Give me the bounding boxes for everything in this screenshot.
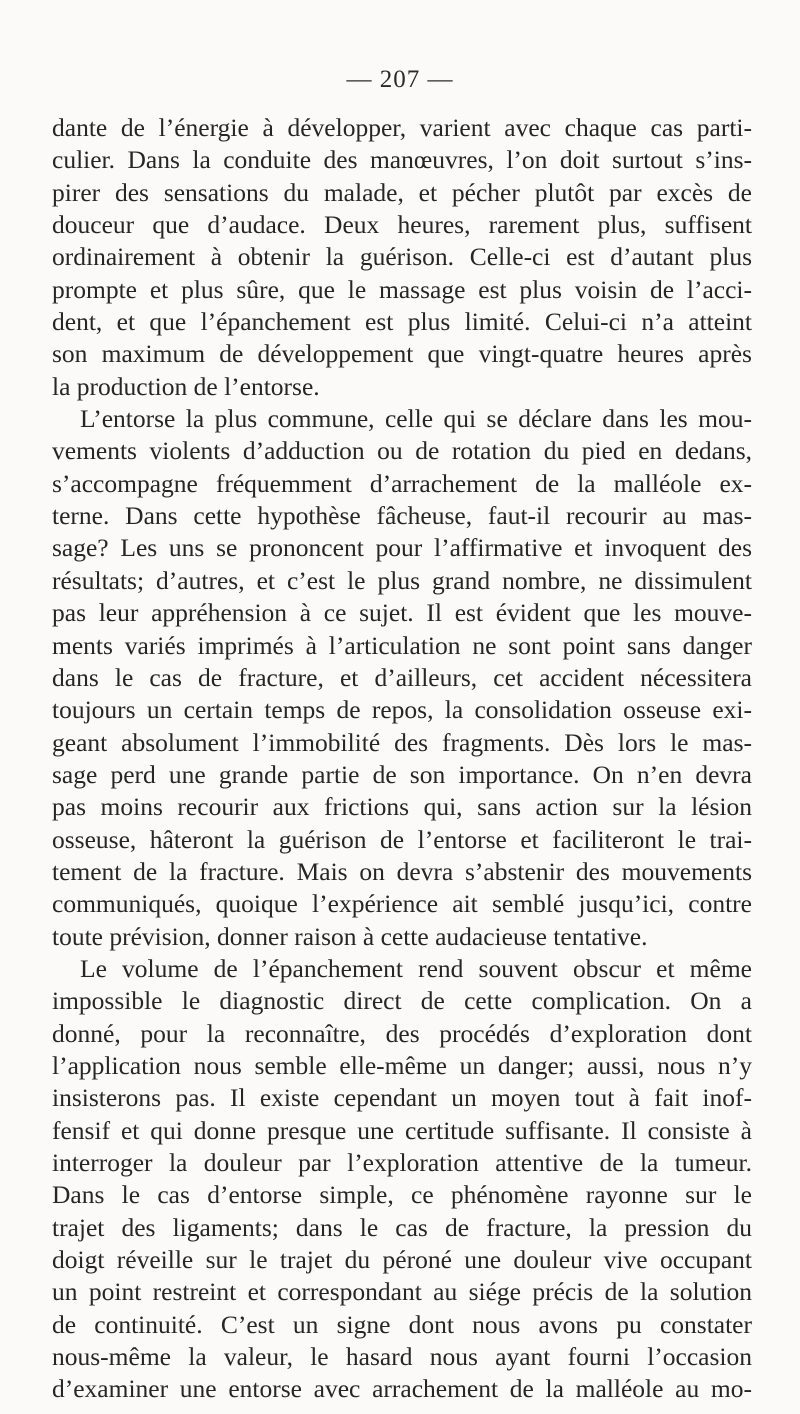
page-number: — 207 — [346, 66, 454, 93]
text-line: résultats; d’autres, et c’est le plus grand nombre, ne dissimulent [52, 565, 752, 595]
text-line: dent, et que l’épanchement est plus limité. Celui-ci n’a atteint [52, 307, 752, 337]
text-line: ments variés imprimés à l’articulation ne sont point sans danger [52, 630, 752, 660]
text-line: communiqués, quoique l’expérience ait semblé jusqu’ici, contre [52, 889, 752, 919]
text-line: tement de la fracture. Mais on devra s’abstenir des mouvements [52, 856, 752, 886]
text-line: pas leur appréhension à ce sujet. Il est évident que les mouve- [52, 598, 752, 628]
text-line: toute prévision, donner raison à cette audacieuse tentative. [52, 921, 648, 951]
text-line: nous-même la valeur, le hasard nous ayant fourni l’occasion [52, 1342, 752, 1372]
text-line: terne. Dans cette hypothèse fâcheuse, faut-il recourir au mas- [52, 501, 752, 531]
body-text [52, 112, 752, 1406]
text-line: l’application nous semble elle-même un danger; aussi, nous n’y [52, 1050, 752, 1080]
text-line: geant absolument l’immobilité des fragments. Dès lors le mas- [52, 727, 752, 757]
text-line: Le volume de l’épanchement rend souvent obscur et même [80, 953, 752, 983]
text-line: douceur que d’audace. Deux heures, rarement plus, suffisent [52, 210, 752, 240]
text-line: de continuité. C’est un signe dont nous avons pu constater [52, 1309, 752, 1339]
text-line: trajet des ligaments; dans le cas de fracture, la pression du [52, 1212, 752, 1242]
text-line: dante de l’énergie à développer, varient avec chaque cas parti- [52, 113, 752, 142]
text-line: doigt réveille sur le trajet du péroné une douleur vive occupant [52, 1245, 752, 1275]
text-line: impossible le diagnostic direct de cette complication. On a [52, 986, 752, 1016]
text-line: dans le cas de fracture, et d’ailleurs, cet accident nécessitera [52, 662, 752, 692]
text-line: culier. Dans la conduite des manœuvres, l’on doit surtout s’ins- [52, 145, 752, 175]
text-line: d’examiner une entorse avec arrachement de la malléole au mo- [52, 1374, 752, 1404]
text-line: sage perd une grande partie de son importance. On n’en devra [52, 759, 752, 789]
text-line: son maximum de développement que vingt-quatre heures après [52, 339, 752, 369]
text-line: Dans le cas d’entorse simple, ce phénomène rayonne sur le [52, 1180, 752, 1210]
text-line: osseuse, hâteront la guérison de l’entorse et faciliteront le trai- [52, 824, 752, 854]
text-line: insisterons pas. Il existe cependant un moyen tout à fait inof- [52, 1083, 752, 1113]
text-line: prompte et plus sûre, que le massage est plus voisin de l’acci- [52, 274, 752, 304]
text-line: fensif et qui donne presque une certitude suffisante. Il consiste à [52, 1115, 752, 1145]
text-line: donné, pour la reconnaître, des procédés d’exploration dont [52, 1018, 752, 1048]
text-line: interroger la douleur par l’exploration attentive de la tumeur. [52, 1148, 752, 1177]
text-line: un point restreint et correspondant au siége précis de la solution [52, 1277, 752, 1307]
text-line: pas moins recourir aux frictions qui, sans action sur la lésion [52, 792, 752, 822]
text-line: sage? Les uns se prononcent pour l’affirmative et invoquent des [52, 533, 752, 563]
text-line: s’accompagne fréquemment d’arrachement de la malléole ex- [52, 468, 752, 498]
text-line: toujours un certain temps de repos, la consolidation osseuse exi- [52, 695, 752, 725]
text-line: la production de l’entorse. [52, 371, 320, 401]
text-line: vements violents d’adduction ou de rotation du pied en dedans, [52, 436, 752, 466]
text-line: ordinairement à obtenir la guérison. Celle-ci est d’autant plus [52, 242, 752, 272]
text-line: L’entorse la plus commune, celle qui se déclare dans les mou- [80, 404, 752, 434]
text-line: pirer des sensations du malade, et pécher plutôt par excès de [52, 177, 752, 207]
